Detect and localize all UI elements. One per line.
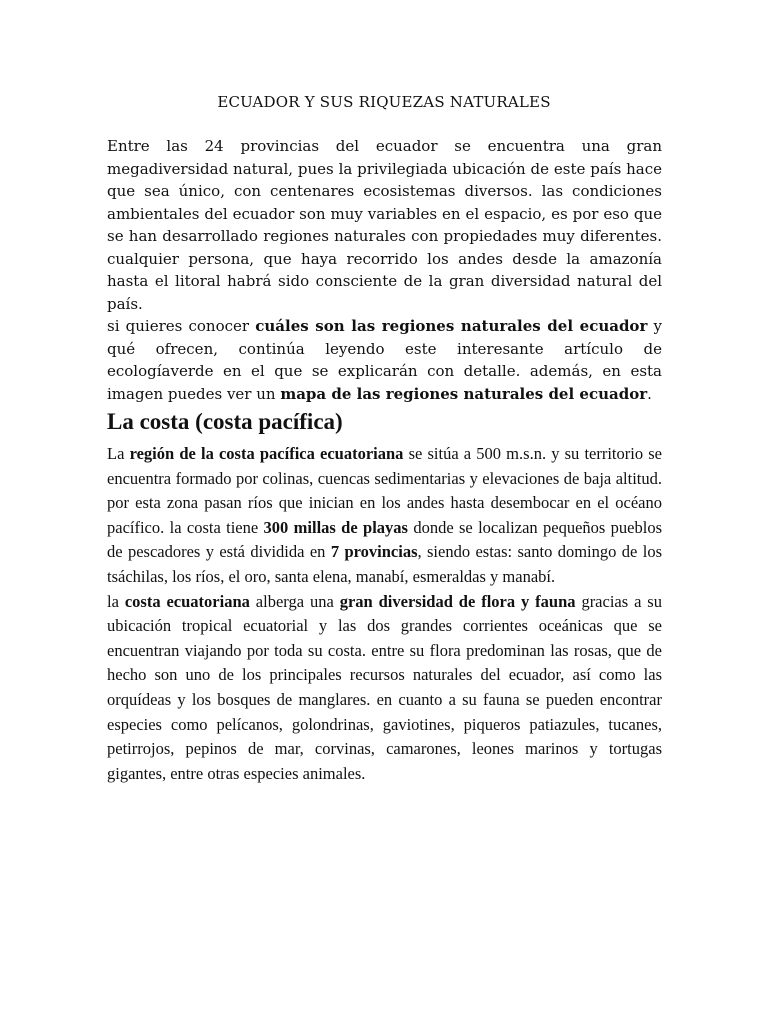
- document-title: ECUADOR Y SUS RIQUEZAS NATURALES: [217, 93, 551, 111]
- intro-text: si quieres conocer: [107, 317, 256, 335]
- costa-bold-provincias: 7 provincias: [330, 542, 418, 562]
- section-heading-costa: La costa (costa pacífica): [107, 409, 343, 434]
- intro-section: [107, 135, 662, 405]
- intro-bold-regions: cuáles son las regiones naturales del ecuador: [255, 317, 648, 335]
- intro-text: y qué ofrecen, continúa leyendo este interesante artículo de ecologíaverde en el que se explicarán con detalle. además, en esta imagen puedes ver un: [107, 317, 662, 403]
- costa-text: se sitúa a 500 m.s.n. y su territorio se encuentra formado por colinas, cuencas sedimentarias y elevaciones de baja altitud. por esta zona pasan ríos que inician en los andes hasta desembocar en el océano pacífico. la costa tiene: [107, 444, 662, 537]
- costa-bold-diversidad: gran diversidad de flora y fauna: [339, 591, 576, 611]
- costa-paragraph-2: [107, 590, 662, 787]
- costa-bold-region: región de la costa pacífica ecuatoriana: [129, 444, 404, 463]
- costa-paragraph-1: [107, 442, 662, 590]
- costa-section: [107, 442, 662, 786]
- costa-text: La: [107, 444, 130, 463]
- intro-paragraph-1: Entre las 24 provincias del ecuador se encuentra una gran megadiversidad natural, pues la privilegiada ubicación de este país hace que sea único, con centenares ecosistemas diversos. las condiciones ambientales del ecuador son muy variables en el espacio, es por eso que se han desarrollado regiones naturales con propiedades muy diferentes. cualquier persona, que haya recorrido los andes desde la amazonía hasta el litoral habrá sido consciente de la gran diversidad natural del país.: [107, 137, 662, 313]
- costa-text: gracias a su ubicación tropical ecuatorial y las dos grandes corrientes oceánicas que se encuentran viajando por toda su costa. entre su flora predominan las rosas, que de hecho son uno de los principales recursos naturales del ecuador, así como las orquídeas y los bosques de manglares. en cuanto a su fauna se pueden encontrar especies como pelícanos, golondrinas, gaviotines, piqueros patiazules, tucanes, petirrojos, pepinos de mar, corvinas, camarones, leones marinos y tortugas gigantes, entre otras especies animales.: [107, 591, 662, 783]
- costa-bold-playas: 300 millas de playas: [263, 517, 408, 537]
- costa-bold-costa: costa ecuatoriana: [124, 591, 250, 611]
- costa-text: donde se localizan pequeños pueblos de pescadores y está dividida en: [107, 517, 662, 562]
- costa-text: , siendo estas: santo domingo de los tsáchilas, los ríos, el oro, santa elena, manabí, esmeraldas y manabí.: [107, 542, 662, 586]
- costa-text: alberga una: [249, 591, 340, 611]
- intro-text: .: [647, 384, 652, 403]
- intro-paragraph-2: [107, 315, 662, 405]
- intro-bold-map: mapa de las regiones naturales del ecuador: [280, 384, 648, 403]
- costa-text: la: [107, 591, 125, 611]
